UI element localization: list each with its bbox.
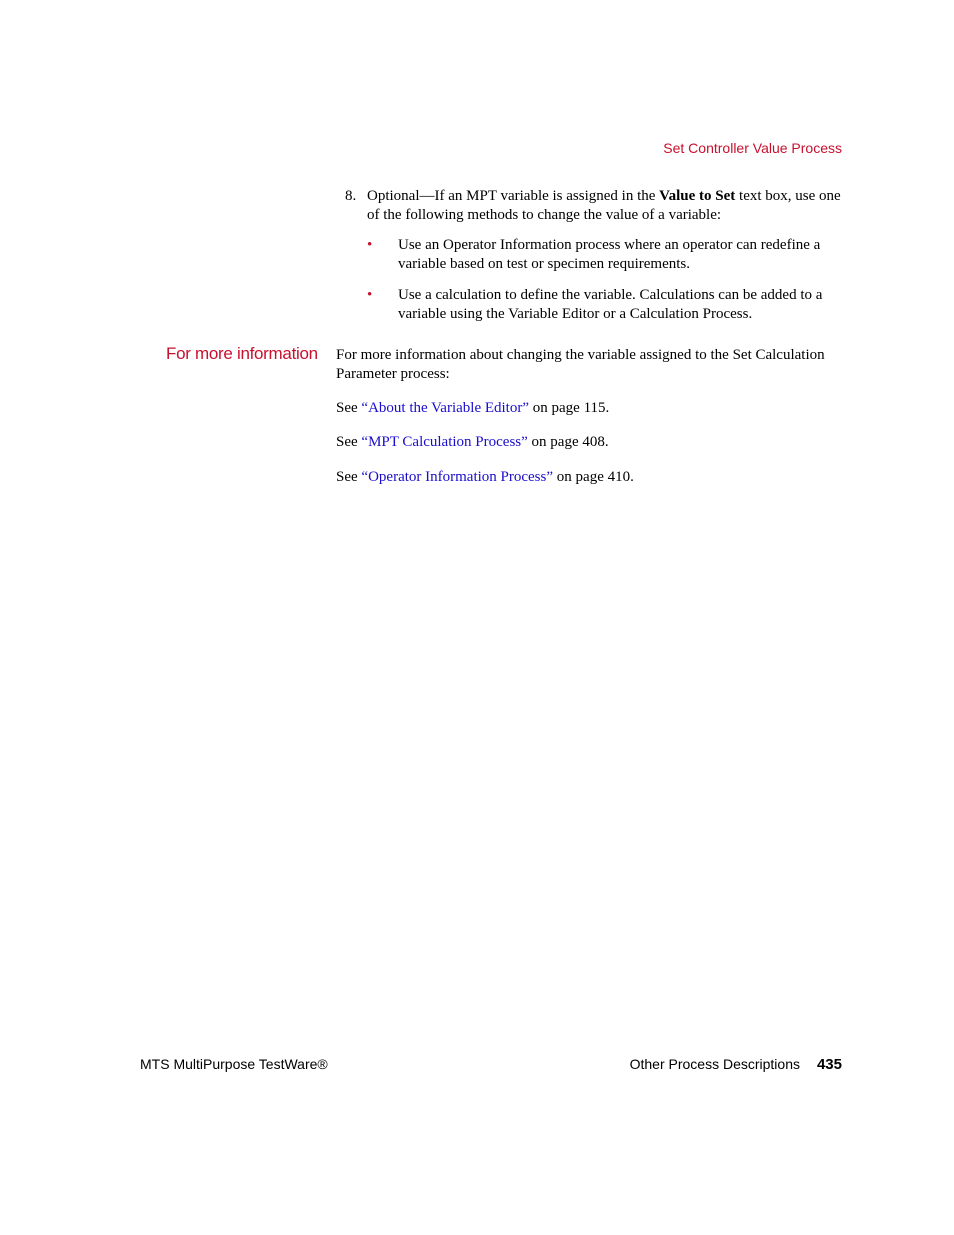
- link-about-variable-editor[interactable]: “About the Variable Editor”: [361, 400, 530, 416]
- list-item-text: Use an Operator Information process where an operator can redefine a variable based on test or specimen requirements.: [398, 237, 821, 272]
- step-8: [345, 187, 845, 224]
- reference-suffix: on page 410.: [553, 469, 634, 485]
- bullet-marker: •: [367, 287, 373, 303]
- step-bold-term: Value to Set: [659, 188, 736, 204]
- link-operator-information-process[interactable]: “Operator Information Process”: [361, 469, 554, 485]
- bullet-marker: •: [367, 237, 373, 253]
- list-item: [367, 286, 845, 324]
- reference-prefix: See: [336, 434, 362, 450]
- reference-line: [336, 399, 609, 418]
- more-info-intro: For more information about changing the variable assigned to the Set Calculation Parameter process:: [336, 347, 825, 382]
- link-mpt-calculation-process[interactable]: “MPT Calculation Process”: [361, 434, 528, 450]
- footer-chapter-name: Other Process Descriptions: [629, 1056, 800, 1072]
- list-item-text: Use a calculation to define the variable. Calculations can be added to a variable using the Variable Editor or a Calculation Process.: [398, 287, 823, 322]
- reference-suffix: on page 115.: [529, 400, 610, 416]
- footer-product-name: MTS MultiPurpose TestWare®: [140, 1056, 328, 1072]
- step-text: [367, 187, 845, 224]
- side-heading-more-info: For more information: [166, 344, 318, 363]
- reference-prefix: See: [336, 469, 362, 485]
- footer-page-number: 435: [816, 1056, 842, 1073]
- reference-prefix: See: [336, 400, 362, 416]
- step-text-before: Optional—If an MPT variable is assigned in the: [367, 188, 660, 204]
- step-number: 8.: [345, 188, 357, 204]
- reference-line: [336, 433, 609, 452]
- reference-suffix: on page 408.: [527, 434, 609, 450]
- list-item: [367, 236, 845, 274]
- running-header-title: Set Controller Value Process: [663, 140, 842, 156]
- reference-line: [336, 468, 634, 487]
- step-text-after: text box, use one of the following methods to change the value of a variable:: [367, 188, 841, 223]
